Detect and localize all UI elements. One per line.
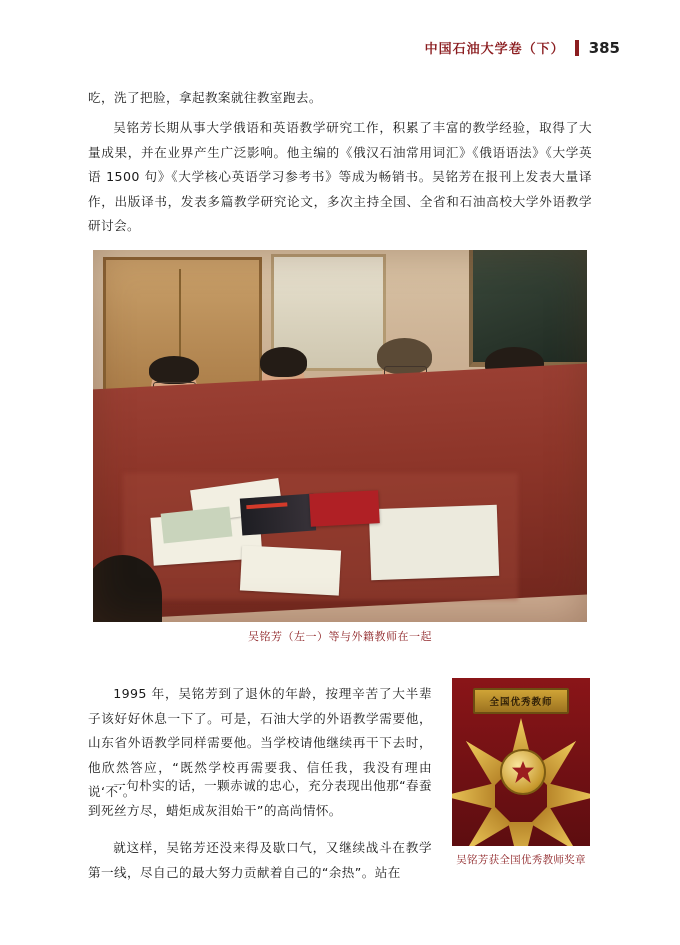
header-divider-rule	[575, 40, 579, 56]
photo-paper	[368, 504, 499, 579]
medal-ray	[530, 805, 585, 846]
medal-star	[469, 718, 573, 822]
medal-ribbon	[473, 688, 569, 714]
medal-caption: 吴铭芳获全国优秀教师奖章	[456, 854, 586, 866]
page-number: 385	[588, 38, 620, 57]
photo-book-red	[310, 490, 381, 527]
photo-paper	[240, 545, 341, 595]
paragraph-2: 吴铭芳长期从事大学俄语和英语教学研究工作，积累了丰富的教学经验，取得了大量成果，并在业界产生广泛影响。他主编的《俄汉石油常用词汇》《俄语语法》《大学英语 1500 句》《大学核心英语学习参考书》等成为畅销书。吴铭芳在报刊上发表大量译作，出版译书，发表多篇教学研究论文，多次主持全国、全省和石油高校大学外语教学研讨会。	[88, 120, 592, 234]
page-header	[425, 38, 620, 57]
medal-emblem-icon	[512, 761, 534, 783]
photo-caption: 吴铭芳（左一）等与外籍教师在一起	[248, 630, 432, 643]
medal-ray	[457, 805, 512, 846]
header-title: 中国石油大学卷（下）	[424, 42, 565, 57]
medal-ribbon-text: 全国优秀教师	[489, 697, 553, 708]
paragraph-4: 一句朴实的话，一颗赤诚的忠心，充分表现出他那“春蚕到死丝方尽，蜡炬成灰泪始干”的高尚情怀。	[88, 778, 432, 818]
paragraph-3: 1995 年，吴铭芳到了退休的年龄，按理辛苦了大半辈子该好好休息一下了。可是，石油大学的外语教学需要他，山东省外语教学同样需要他。当学校请他继续再干下去时，他欣然答应，“既然学校再需要我、信任我，我没有理由说‘不’。	[88, 686, 432, 800]
paragraph-5: 就这样，吴铭芳还没来得及歇口气，又继续战斗在教学第一线，尽自己的最大努力贡献着自己的“余热”。站在	[88, 840, 432, 880]
photo-book-dark	[240, 493, 317, 535]
photo-image	[93, 250, 587, 622]
medal-ray	[508, 822, 534, 846]
medal-ray	[452, 783, 495, 809]
photo-figure	[93, 250, 587, 622]
medal-figure	[452, 678, 590, 846]
medal-center-disc	[500, 749, 546, 795]
photo-person-1-hair	[149, 356, 199, 383]
photo-person-2-hair	[260, 347, 308, 377]
medal-ray	[547, 783, 590, 809]
paragraph-1: 吃，洗了把脸，拿起教案就往教室跑去。	[88, 90, 322, 105]
